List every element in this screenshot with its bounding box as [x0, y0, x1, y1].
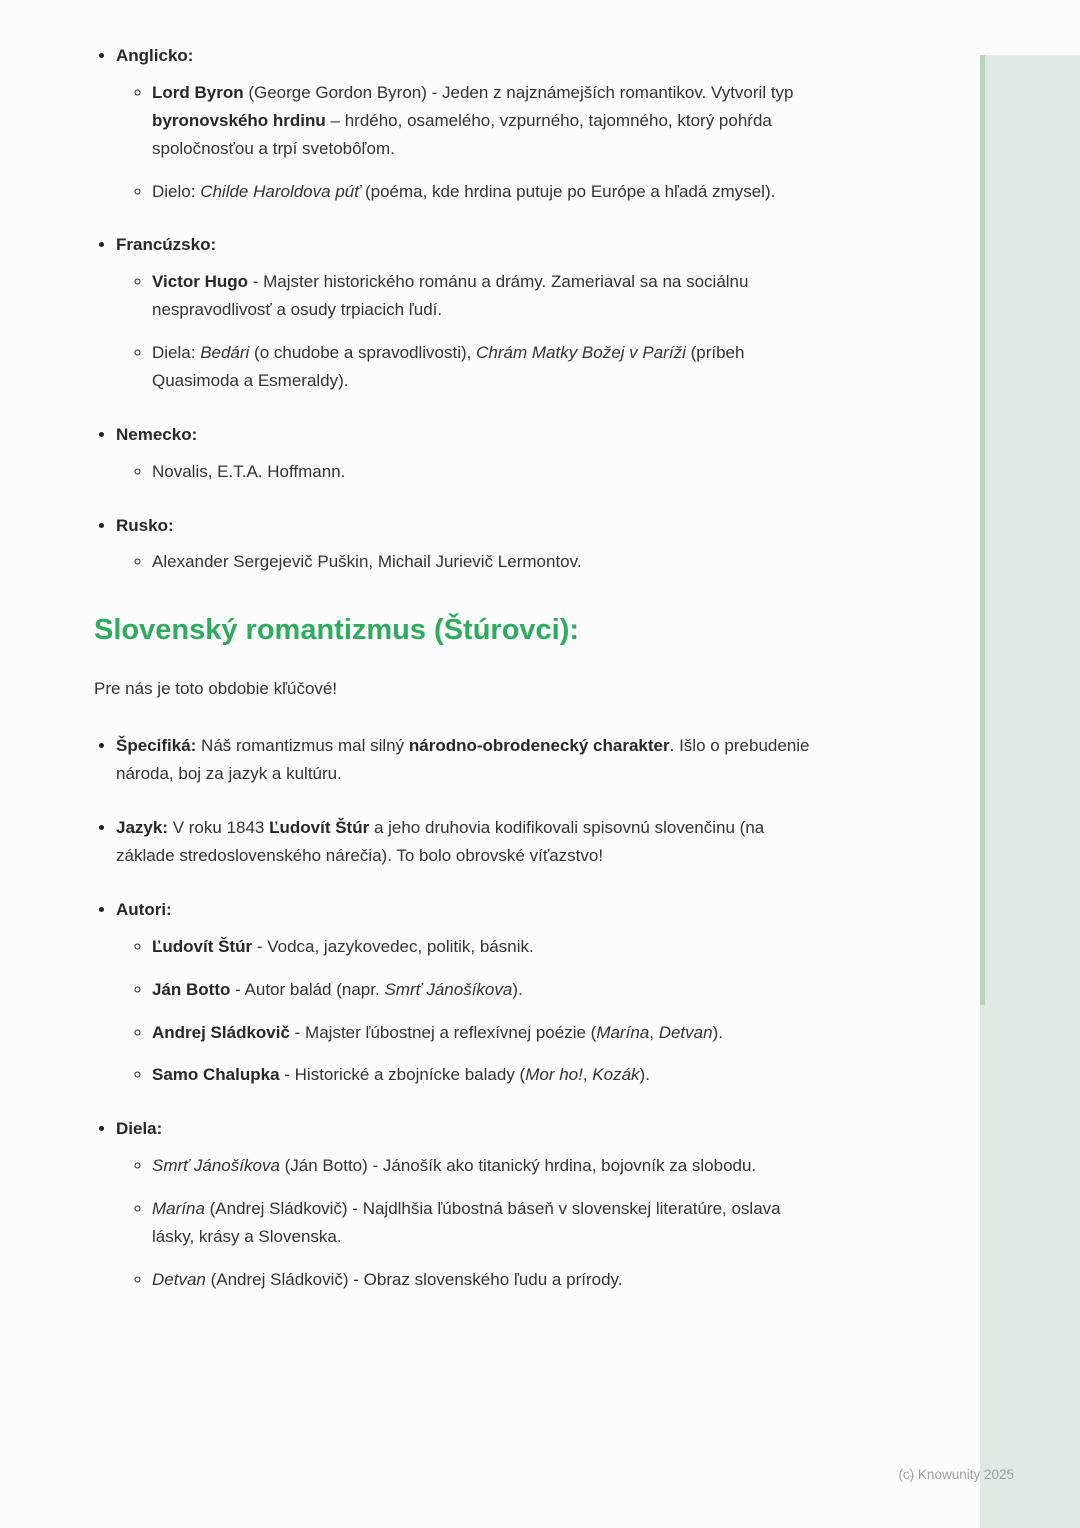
list-item-text: Diela: Bedári (o chudobe a spravodlivosti), Chrám Matky Božej v Paríži (príbeh Quasimoda a Esmeraldy).: [152, 343, 745, 390]
list-item: [152, 1152, 820, 1180]
group-label: Autori:: [116, 899, 172, 919]
country-label: Anglicko:: [116, 46, 194, 65]
list-item-text: Jazyk: V roku 1843 Ľudovít Štúr a jeho druhovia kodifikovali spisovnú slovenčinu (na základe stredoslovenského nárečia). To bolo obrovské víťazstvo!: [116, 818, 765, 865]
diela-sublist: [116, 1152, 820, 1294]
list-item-text: Ľudovít Štúr - Vodca, jazykovedec, politik, básnik.: [152, 936, 534, 956]
scroll-indicator: [980, 55, 985, 1005]
list-item-rusko: [116, 512, 820, 577]
list-item: [152, 548, 820, 576]
list-item-text: Andrej Sládkovič - Majster ľúbostnej a reflexívnej poézie (Marína, Detvan).: [152, 1022, 723, 1042]
list-item: [152, 458, 820, 486]
group-label: Diela:: [116, 1119, 163, 1139]
list-item: [152, 1195, 820, 1251]
section-heading: Slovenský romantizmus (Štúrovci):: [94, 614, 580, 647]
list-item-nemecko: [116, 421, 820, 486]
notes-content: [94, 42, 820, 1320]
country-label: Rusko:: [116, 515, 174, 535]
list-item: [152, 1061, 820, 1089]
list-item-text: Marína (Andrej Sládkovič) - Najdlhšia ľúbostná báseň v slovenskej literatúre, oslava lásky, krásy a Slovenska.: [152, 1199, 781, 1246]
list-item-text: Dielo: Childe Haroldova púť (poéma, kde hrdina putuje po Európe a hľadá zmysel).: [152, 181, 776, 201]
list-item-text: Ján Botto - Autor balád (napr. Smrť Jánošíkova).: [152, 979, 523, 999]
list-item-jazyk: [116, 814, 820, 870]
list-item-text: Lord Byron (George Gordon Byron) - Jeden z najznámejších romantikov. Vytvoril typ byronovského hrdinu – hrdého, osamelého, vzpurného, tajomného, ktorý pohŕda spoločnosťou a trpí svetobôľom.: [152, 82, 794, 158]
list-item-diela: [116, 1115, 820, 1293]
list-item: [152, 976, 820, 1004]
list-item: [152, 339, 820, 395]
nemecko-sublist: [116, 458, 820, 486]
list-item-anglicko: [116, 42, 820, 205]
list-item: [152, 933, 820, 961]
slovak-romanticism-list: [94, 732, 820, 1293]
rusko-sublist: [116, 548, 820, 576]
list-item-text: Samo Chalupka - Historické a zbojnícke balady (Mor ho!, Kozák).: [152, 1065, 650, 1085]
list-item-text: Victor Hugo - Majster historického románu a drámy. Zameriaval sa na sociálnu nespravodlivosť a osudy trpiacich ľudí.: [152, 272, 749, 320]
list-item: [152, 1266, 820, 1294]
list-item-text: Novalis, E.T.A. Hoffmann.: [152, 461, 346, 481]
country-label: Francúzsko:: [116, 235, 217, 255]
list-item-text: Smrť Jánošíkova (Ján Botto) - Jánošík ako titanický hrdina, bojovník za slobodu.: [152, 1156, 757, 1176]
list-item-text: Alexander Sergejevič Puškin, Michail Jurievič Lermontov.: [152, 552, 582, 572]
list-item: [152, 1019, 820, 1047]
list-item-text: Špecifiká: Náš romantizmus mal silný národno-obrodenecký charakter. Išlo o prebudenie národa, boj za jazyk a kultúru.: [116, 736, 810, 784]
list-item-text: Detvan (Andrej Sládkovič) - Obraz slovenského ľudu a prírody.: [152, 1269, 623, 1289]
francuzsko-sublist: [116, 268, 820, 395]
list-item-specifika: [116, 732, 820, 788]
country-label: Nemecko:: [116, 424, 198, 444]
list-item: [152, 268, 820, 324]
list-item: [152, 79, 820, 163]
copyright-note: (c) Knowunity 2025: [898, 1466, 1014, 1482]
intro-paragraph: Pre nás je toto obdobie kľúčové!: [94, 678, 338, 698]
anglicko-sublist: [116, 79, 820, 206]
autori-sublist: [116, 933, 820, 1090]
list-item-autori: [116, 896, 820, 1089]
world-literature-list: [94, 42, 820, 576]
page-edge-strip: [980, 55, 1080, 1528]
list-item: [152, 178, 820, 206]
list-item-francuzsko: [116, 231, 820, 394]
